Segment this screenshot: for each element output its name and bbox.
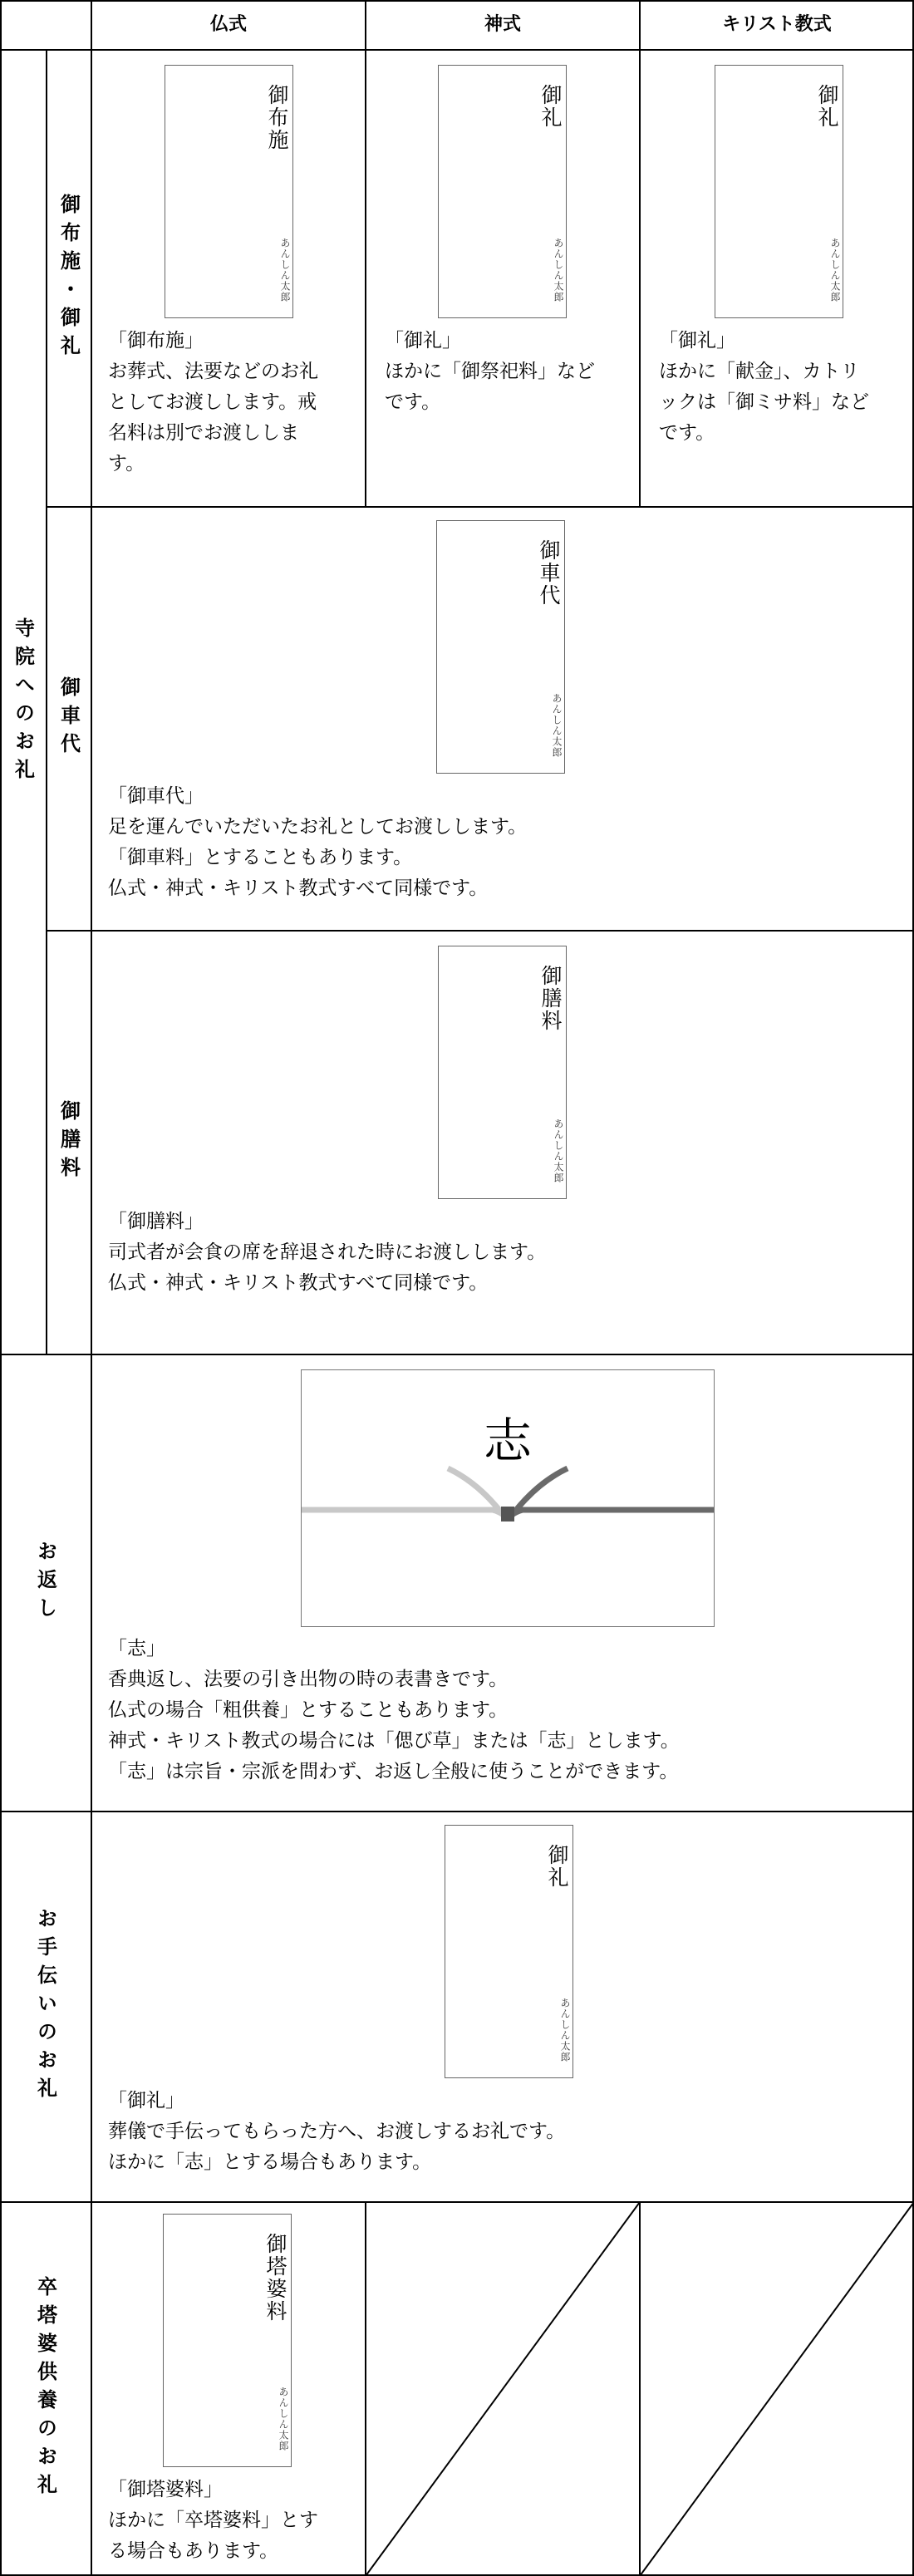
- envelope-ofuse-bukkyo: [165, 65, 293, 318]
- envelope-zen: [438, 946, 567, 1199]
- noshi-envelope-okaeshi: [301, 1369, 715, 1627]
- envelope-title: 御礼: [538, 84, 563, 129]
- envelope-name: あんしん太郎: [551, 693, 563, 758]
- noshi-title: 志: [483, 1413, 532, 1469]
- subgroup-label-kuruma: 御車代: [57, 676, 81, 761]
- envelope-name: あんしん太郎: [278, 2387, 289, 2451]
- envelope-otetsudai: [445, 1825, 573, 2078]
- cell-text-ofuse-christian: 「御礼」 ほかに「献金」、カトリ ックは「御ミサ料」など です。: [659, 330, 869, 444]
- envelope-title: 御膳料: [538, 965, 563, 1032]
- envelope-name: あんしん太郎: [559, 1998, 571, 2062]
- cell-text-okaeshi: 「志」 香典返し、法要の引き出物の時の表書きです。 仏式の場合「粗供養」とすることもあります。 神式・キリスト教式の場合には「偲び草」または「志」とします。 「志」は宗旨・宗派を問わず、お返し全般に使うことができます。: [108, 1638, 680, 1782]
- envelope-name: あんしん太郎: [279, 238, 291, 302]
- cell-text-ofuse-bukkyo: 「御布施」 お葬式、法要などのお礼 としてお渡しします。戒 名料は別でお渡ししま す。: [108, 330, 318, 474]
- header-shinto: 神式: [484, 14, 521, 35]
- cell-text-ofuse-shinto: 「御礼」 ほかに「御祭祀料」など です。: [385, 330, 595, 413]
- cell-text-sotoba: 「御塔婆料」 ほかに「卒塔婆料」とす る場合もあります。: [108, 2479, 318, 2562]
- envelope-title: 御塔婆料: [263, 2233, 287, 2323]
- group-label-otetsudai: お手伝いのお礼: [33, 1908, 57, 2106]
- envelope-title: 御車代: [537, 539, 561, 607]
- envelope-title: 御礼: [815, 84, 839, 129]
- envelope-name: あんしん太郎: [553, 1118, 564, 1183]
- group-label-sotoba: 卒塔婆供養のお礼: [33, 2276, 57, 2502]
- envelope-kuruma: [436, 520, 565, 774]
- envelope-ofuse-christian: [715, 65, 843, 318]
- envelope-ofuse-shinto: [438, 65, 567, 318]
- subgroup-label-zen: 御膳料: [57, 1100, 81, 1185]
- cell-text-otetsudai: 「御礼」 葬儀で手伝ってもらった方へ、お渡しするお礼です。 ほかに「志」とする場合もあります。: [108, 2090, 566, 2173]
- envelope-title: 御布施: [265, 84, 289, 151]
- envelope-name: あんしん太郎: [553, 238, 564, 302]
- cell-text-zen: 「御膳料」 司式者が会食の席を辞退された時にお渡しします。 仏式・神式・キリスト教式すべて同様です。: [108, 1211, 547, 1294]
- envelope-name: あんしん太郎: [829, 238, 841, 302]
- envelope-title: 御礼: [545, 1844, 569, 1889]
- cell-text-kuruma: 「御車代」 足を運んでいただいたお礼としてお渡しします。 「御車料」とすることもあります。 仏式・神式・キリスト教式すべて同様です。: [108, 785, 528, 899]
- group-label-okaeshi: お返し: [33, 1541, 57, 1625]
- group-label-temple: 寺院へのお礼: [11, 617, 35, 787]
- envelope-sotoba: [163, 2214, 292, 2467]
- subgroup-label-ofuse: 御布施・御礼: [57, 194, 81, 363]
- mizuhiki-icon: [302, 1370, 714, 1626]
- header-christian: キリスト教式: [722, 14, 832, 35]
- header-bukkyo: 仏式: [209, 14, 247, 35]
